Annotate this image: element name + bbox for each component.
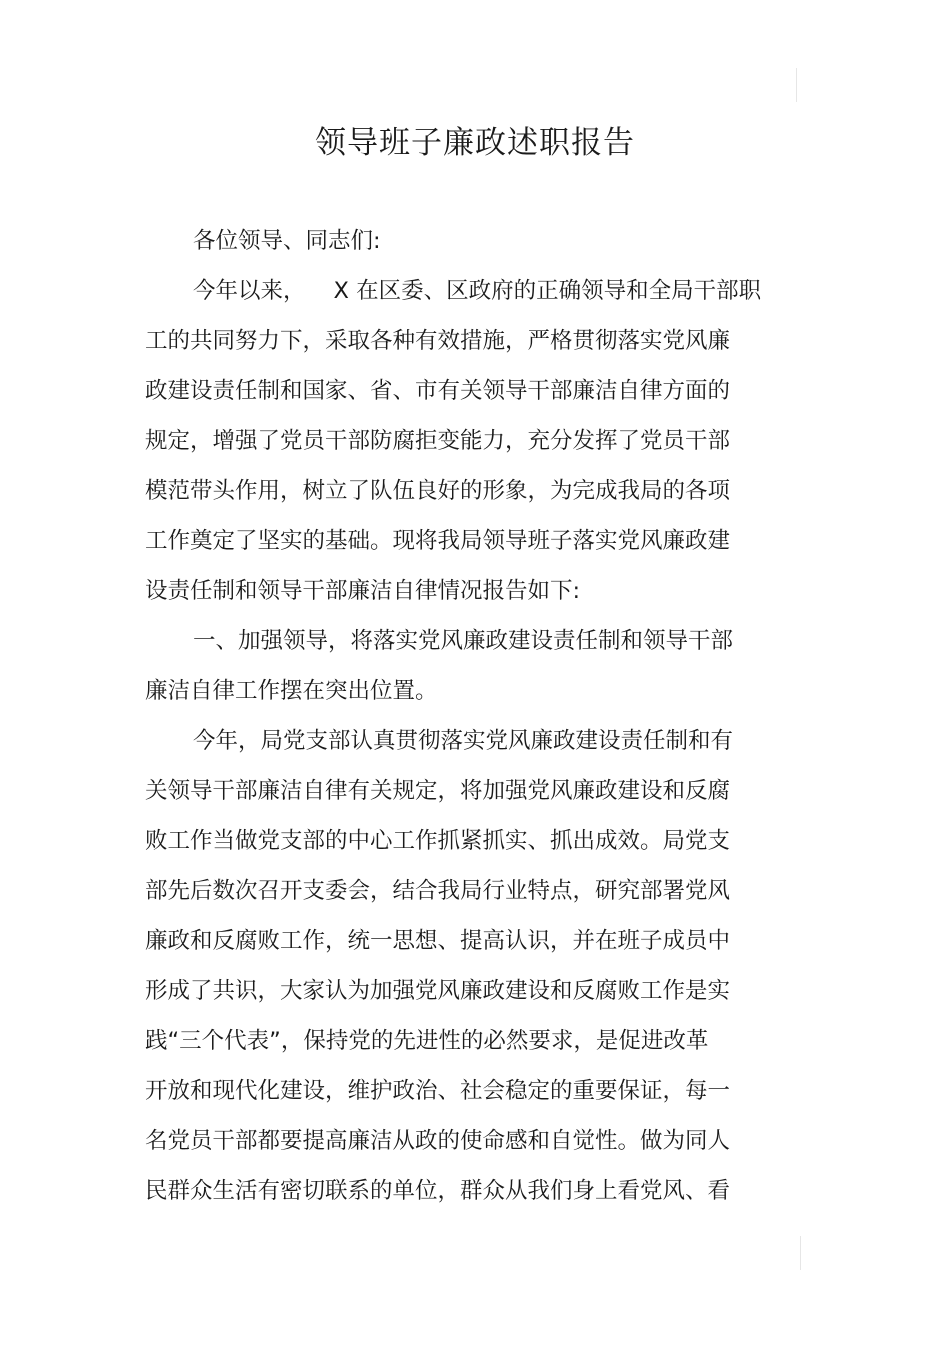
- paragraph-text: 今年以来，: [193, 278, 306, 304]
- paragraph-text: X 在区委、区政府的正确领导和全局干部职: [333, 278, 762, 304]
- salutation: 各位领导、同志们:: [193, 228, 381, 254]
- paragraph-line: 践“三个代表”，保持党的先进性的必然要求，是促进改革: [145, 1028, 709, 1054]
- paragraph-line: 今年，局党支部认真贯彻落实党风廉政建设责任制和有: [193, 728, 734, 754]
- document-title: 领导班子廉政述职报告: [315, 125, 635, 161]
- paragraph-line: 规定，增强了党员干部防腐拒变能力，充分发挥了党员干部: [145, 428, 731, 454]
- paragraph-line: 模范带头作用，树立了队伍良好的形象，为完成我局的各项: [145, 478, 731, 504]
- paragraph-line: 开放和现代化建设，维护政治、社会稳定的重要保证，每一: [145, 1078, 731, 1104]
- page-edge-mark: [796, 68, 797, 102]
- paragraph-line: [193, 276, 761, 306]
- paragraph-line: 工的共同努力下，采取各种有效措施，严格贯彻落实党风廉: [145, 328, 731, 354]
- paragraph-line: 关领导干部廉洁自律有关规定，将加强党风廉政建设和反腐: [145, 778, 731, 804]
- page-edge-mark: [800, 1236, 801, 1270]
- paragraph-line: 政建设责任制和国家、省、市有关领导干部廉洁自律方面的: [145, 378, 731, 404]
- section-heading-line: 一、加强领导，将落实党风廉政建设责任制和领导干部: [193, 628, 734, 654]
- paragraph-line: 工作奠定了坚实的基础。现将我局领导班子落实党风廉政建: [145, 528, 731, 554]
- paragraph-line: 形成了共识，大家认为加强党风廉政建设和反腐败工作是实: [145, 978, 731, 1004]
- paragraph-line: 廉政和反腐败工作，统一思想、提高认识，并在班子成员中: [145, 928, 731, 954]
- paragraph-line: 败工作当做党支部的中心工作抓紧抓实、抓出成效。局党支: [145, 828, 731, 854]
- paragraph-line: 设责任制和领导干部廉洁自律情况报告如下:: [145, 578, 581, 604]
- paragraph-line: 民群众生活有密切联系的单位，群众从我们身上看党风、看: [145, 1178, 731, 1204]
- paragraph-line: 名党员干部都要提高廉洁从政的使命感和自觉性。做为同人: [145, 1128, 731, 1154]
- section-heading-line: 廉洁自律工作摆在突出位置。: [145, 678, 438, 704]
- paragraph-line: 部先后数次召开支委会，结合我局行业特点，研究部署党风: [145, 878, 731, 904]
